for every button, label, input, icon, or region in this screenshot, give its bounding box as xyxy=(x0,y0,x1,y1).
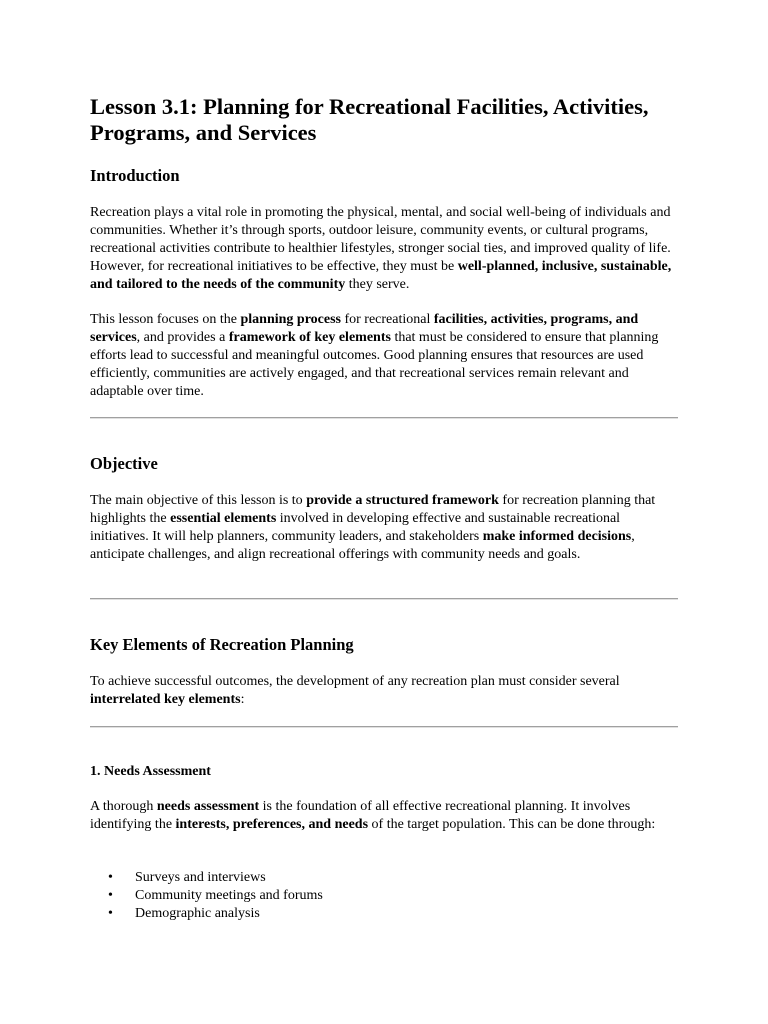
list-item xyxy=(108,869,323,887)
list-item xyxy=(108,905,323,923)
section-heading-objective: Objective xyxy=(90,454,158,473)
needs-assessment-methods-list xyxy=(90,869,323,923)
bold-text-run: needs assessment xyxy=(156,799,260,814)
list-item-text: Community meetings and forums xyxy=(135,888,323,903)
text-run: they serve. xyxy=(345,277,410,292)
section-divider xyxy=(90,726,678,728)
bold-text-run: make informed decisions xyxy=(482,529,632,544)
section-heading-key-elements: Key Elements of Recreation Planning xyxy=(90,635,354,654)
bold-text-run: planning process xyxy=(240,312,341,327)
text-run: that must be considered to ensure that planning efforts lead to successful and meaningful outcomes. Good planning ensures that resources are used efficiently, communities are actively engaged, and that recreational services remain relevant and adaptable over time. xyxy=(90,330,659,399)
list-item-text: Surveys and interviews xyxy=(135,870,266,885)
bullet-icon: • xyxy=(108,870,113,885)
bold-text-run: interrelated key elements xyxy=(90,692,241,707)
bullet-icon: • xyxy=(108,888,113,903)
bold-text-run: interests, preferences, and needs xyxy=(175,817,369,832)
text-run: Recreation plays a vital role in promoting the physical, mental, and social well-being of individuals and communities. Whether it’s through sports, outdoor leisure, community events, or cultural programs, recreational activities contribute to healthier lifestyles, stronger social ties, and improved quality of life. However, for recreational initiatives to be effective, they must be xyxy=(90,205,671,274)
intro-paragraph-2 xyxy=(90,311,682,401)
text-run: for recreational xyxy=(340,312,434,327)
text-run: involved in developing effective and sustainable recreational initiatives. It will help planners, community leaders, and stakeholders xyxy=(90,511,621,544)
text-run: is the foundation of all effective recreational planning. It involves identifying the xyxy=(90,799,631,832)
text-run: A thorough xyxy=(90,799,157,814)
text-run: : xyxy=(240,692,245,707)
section-heading-introduction: Introduction xyxy=(90,166,180,185)
objective-paragraph xyxy=(90,492,682,564)
intro-paragraph-1 xyxy=(90,204,682,294)
bold-text-run: well-planned, inclusive, sustainable, and tailored to the needs of the community xyxy=(90,259,672,292)
text-run: for recreation planning that highlights the xyxy=(90,493,656,526)
subsection-heading-needs-assessment: 1. Needs Assessment xyxy=(90,764,211,779)
text-run: , anticipate challenges, and align recreational offerings with community needs and goals. xyxy=(90,529,635,562)
section-divider xyxy=(90,598,678,600)
text-run: To achieve successful outcomes, the development of any recreation plan must consider several xyxy=(90,674,620,689)
bold-text-run: facilities, activities, programs, and services xyxy=(90,312,639,345)
section-divider xyxy=(90,417,678,419)
text-run: This lesson focuses on the xyxy=(90,312,241,327)
text-run: , and provides a xyxy=(136,330,229,345)
needs-assessment-paragraph xyxy=(90,798,682,834)
page-title: Lesson 3.1: Planning for Recreational Facilities, Activities, Programs, and Services xyxy=(90,94,649,145)
text-run: of the target population. This can be done through: xyxy=(368,817,656,832)
list-item-text: Demographic analysis xyxy=(135,906,260,921)
bold-text-run: framework of key elements xyxy=(228,330,391,345)
text-run: The main objective of this lesson is to xyxy=(90,493,307,508)
list-item xyxy=(108,887,323,905)
bold-text-run: provide a structured framework xyxy=(306,493,499,508)
bullet-icon: • xyxy=(108,906,113,921)
key-elements-paragraph xyxy=(90,673,682,709)
bold-text-run: essential elements xyxy=(170,511,277,526)
